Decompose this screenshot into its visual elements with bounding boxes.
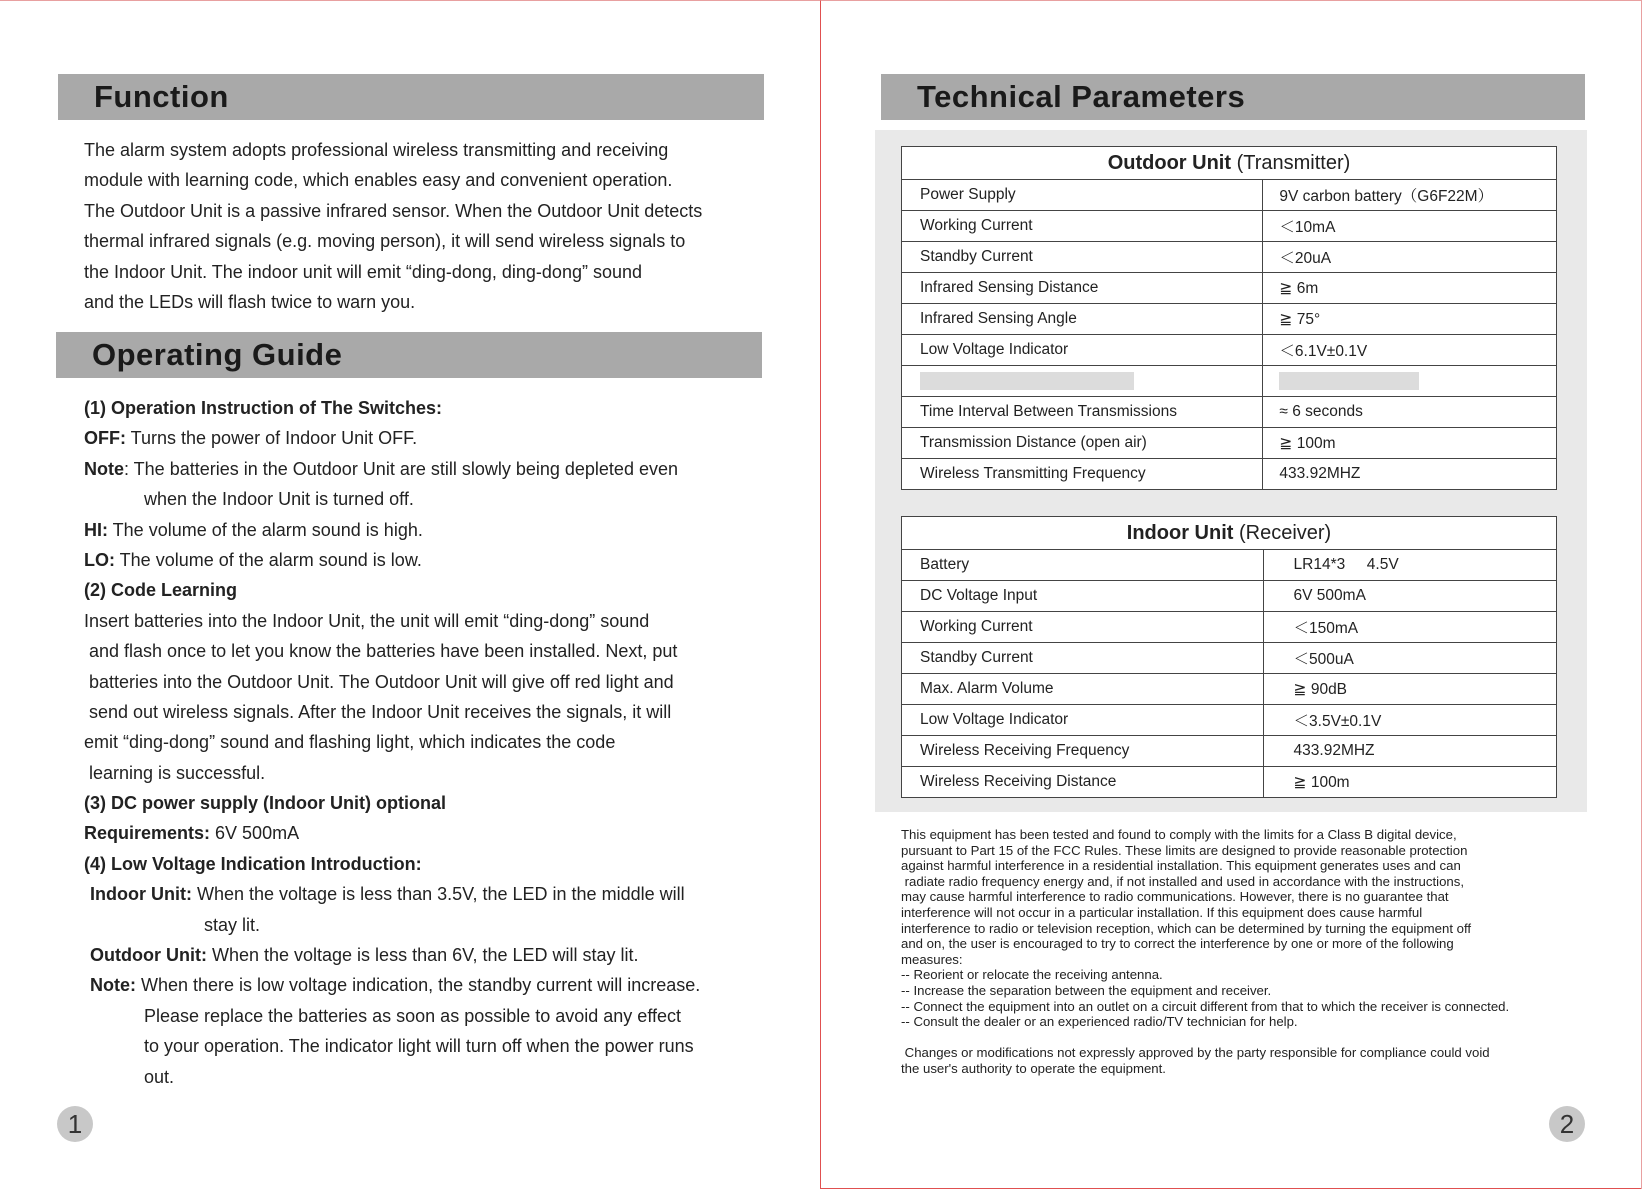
indoor-unit-label: Indoor Unit: [90,884,192,905]
code-line: batteries into the Outdoor Unit. The Outdoor Unit will give off red light and [84,671,674,692]
fcc-line: interference will not occur in a particular installation. If this equipment does cause harmful [901,904,1423,920]
table-row [902,643,1557,674]
note2-cont: out. [144,1066,175,1087]
code-line: and flash once to let you know the batteries have been installed. Next, put [84,641,678,662]
table-row [902,242,1557,273]
fcc-line: -- Reorient or relocate the receiving antenna. [901,967,1163,983]
table-row [902,612,1557,643]
note2-cont: Please replace the batteries as soon as possible to avoid any effect [144,1005,682,1026]
note1-line [84,454,774,484]
left-page [0,0,820,1190]
code-line: learning is successful. [84,762,266,783]
fcc-line: -- Connect the equipment into an outlet on a circuit different from that to which the receiver is connected. [901,998,1510,1014]
technical-parameters-heading: Technical Parameters [881,74,1585,120]
param-value: ≧ 90dB [1263,674,1556,705]
table-row [902,550,1557,581]
switches-title: (1) Operation Instruction of The Switches: [84,398,443,418]
function-text [84,135,774,317]
note2-text: When there is low voltage indication, the standby current will increase. [136,975,701,996]
outdoor-unit-line [84,940,774,970]
outdoor-title-rest: (Transmitter) [1231,151,1351,174]
fcc-statement [901,827,1611,1077]
table-title-row [902,517,1557,550]
fcc-line: measures: [901,951,963,967]
spacer [901,1030,1611,1046]
page-number: 1 [57,1106,93,1142]
table-title-row [902,147,1557,180]
function-line: the Indoor Unit. The indoor unit will emit “ding-dong, ding-dong” sound [84,261,642,282]
blank-bar [1279,372,1419,390]
fcc-line: against harmful interference in a residential installation. This equipment generates uses and can [901,858,1461,874]
table-row [902,705,1557,736]
outdoor-unit-text: When the voltage is less than 6V, the LED will stay lit. [206,945,639,966]
indoor-unit-table [901,516,1557,798]
param-label: Standby Current [902,643,1264,674]
table-row [902,767,1557,798]
note1-text: : The batteries in the Outdoor Unit are still slowly being depleted even [124,458,678,479]
requirements-line [84,818,774,848]
code-learning-title: (2) Code Learning [84,580,238,601]
indoor-unit-cont: stay lit. [204,914,261,935]
fcc-closing-line: Changes or modifications not expressly approved by the party responsible for compliance could void [901,1045,1490,1061]
param-value: ＜3.5V±0.1V [1263,705,1556,736]
outdoor-title-bold: Outdoor Unit [1107,151,1232,174]
note1-cont: when the Indoor Unit is turned off. [144,489,414,510]
note1-label: Note [84,458,124,479]
param-label: Transmission Distance (open air) [902,428,1263,459]
fcc-line: pursuant to Part 15 of the FCC Rules. These limits are designed to provide reasonable protection [901,842,1468,858]
table-row [902,459,1557,490]
page-number: 2 [1549,1106,1585,1142]
table-row [902,304,1557,335]
code-line: emit “ding-dong” sound and flashing light, which indicates the code [84,732,616,753]
fcc-line: interference to radio or television reception, which can be determined by turning the equipment off [901,920,1472,936]
off-label: OFF: [84,428,126,449]
indoor-unit-text: When the voltage is less than 3.5V, the LED in the middle will [191,884,685,905]
fcc-line: -- Increase the separation between the equipment and receiver. [901,982,1272,998]
table-row [902,211,1557,242]
off-line [84,423,774,453]
outdoor-unit-label: Outdoor Unit: [90,945,207,966]
function-line: thermal infrared signals (e.g. moving person), it will send wireless signals to [84,231,686,252]
function-line: The alarm system adopts professional wireless transmitting and receiving [84,140,669,160]
function-heading: Function [58,74,764,120]
param-label: Wireless Receiving Frequency [902,736,1264,767]
dc-power-title: (3) DC power supply (Indoor Unit) optional [84,793,446,814]
blank-bar [920,372,1134,390]
param-label: Infrared Sensing Distance [902,273,1263,304]
param-value: ≧ 100m [1263,428,1557,459]
indoor-title-bold: Indoor Unit [1126,521,1234,544]
param-value: ＜6.1V±0.1V [1263,335,1557,366]
param-value: ≧ 6m [1263,273,1557,304]
param-value: ≧ 75° [1263,304,1557,335]
note2-label: Note: [90,975,136,996]
fcc-line: may cause harmful interference to radio communications. However, there is no guarantee that [901,889,1449,905]
operating-guide-heading: Operating Guide [56,332,762,378]
table-row [902,581,1557,612]
param-value: 9V carbon battery（G6F22M） [1263,180,1557,211]
indoor-unit-title [902,517,1557,550]
operating-guide-body [84,393,774,1092]
low-voltage-title: (4) Low Voltage Indication Introduction: [84,853,422,874]
fcc-line: This equipment has been tested and found to comply with the limits for a Class B digital device, [901,827,1457,842]
function-line: The Outdoor Unit is a passive infrared sensor. When the Outdoor Unit detects [84,200,703,221]
table-row [902,736,1557,767]
fcc-line: -- Consult the dealer or an experienced radio/TV technician for help. [901,1014,1298,1030]
requirements-label: Requirements: [84,823,211,844]
code-line: Insert batteries into the Indoor Unit, the unit will emit “ding-dong” sound [84,610,650,631]
blank-cell [902,366,1263,397]
table-row [902,180,1557,211]
param-label: Wireless Transmitting Frequency [902,459,1263,490]
param-value: 6V 500mA [1263,581,1556,612]
blank-cell [1263,366,1557,397]
param-value: 433.92MHZ [1263,459,1557,490]
code-line: send out wireless signals. After the Indoor Unit receives the signals, it will [84,701,672,722]
table-row [902,428,1557,459]
param-value: ＜150mA [1263,612,1556,643]
param-value: ＜20uA [1263,242,1557,273]
table-row [902,674,1557,705]
param-label: Low Voltage Indicator [902,705,1264,736]
off-text: Turns the power of Indoor Unit OFF. [126,428,418,449]
indoor-title-rest: (Receiver) [1233,521,1332,544]
hi-text: The volume of the alarm sound is high. [108,519,423,540]
param-value: ≧ 100m [1263,767,1556,798]
param-label: Low Voltage Indicator [902,335,1263,366]
param-label: DC Voltage Input [902,581,1264,612]
param-value: LR14*3 4.5V [1263,550,1556,581]
fcc-closing-line: the user's authority to operate the equipment. [901,1060,1166,1076]
param-label: Power Supply [902,180,1263,211]
lo-label: LO: [84,549,115,570]
requirements-text: 6V 500mA [210,823,300,844]
fcc-line: radiate radio frequency energy and, if not installed and used in accordance with the instructions, [901,873,1465,889]
table-row [902,273,1557,304]
outdoor-unit-title [902,147,1557,180]
param-label: Battery [902,550,1264,581]
function-line: module with learning code, which enables easy and convenient operation. [84,170,673,191]
param-label: Max. Alarm Volume [902,674,1264,705]
note2-line [84,970,774,1000]
param-label: Time Interval Between Transmissions [902,397,1263,428]
hi-line [84,515,774,545]
hi-label: HI: [84,519,108,540]
fcc-line: and on, the user is encouraged to try to correct the interference by one or more of the following [901,936,1454,952]
param-label: Working Current [902,612,1264,643]
lo-text: The volume of the alarm sound is low. [115,549,422,570]
right-page [820,0,1642,1189]
function-line: and the LEDs will flash twice to warn you. [84,292,416,313]
note2-cont: to your operation. The indicator light will turn off when the power runs [144,1036,694,1057]
param-label: Wireless Receiving Distance [902,767,1264,798]
param-value: ≈ 6 seconds [1263,397,1557,428]
indoor-unit-line [84,879,774,909]
param-label: Working Current [902,211,1263,242]
param-label: Standby Current [902,242,1263,273]
param-label: Infrared Sensing Angle [902,304,1263,335]
blank-row [902,366,1557,397]
lo-line [84,545,774,575]
outdoor-unit-table [901,146,1557,490]
param-value: 433.92MHZ [1263,736,1556,767]
table-row [902,397,1557,428]
param-value: ＜10mA [1263,211,1557,242]
param-value: ＜500uA [1263,643,1556,674]
table-row [902,335,1557,366]
